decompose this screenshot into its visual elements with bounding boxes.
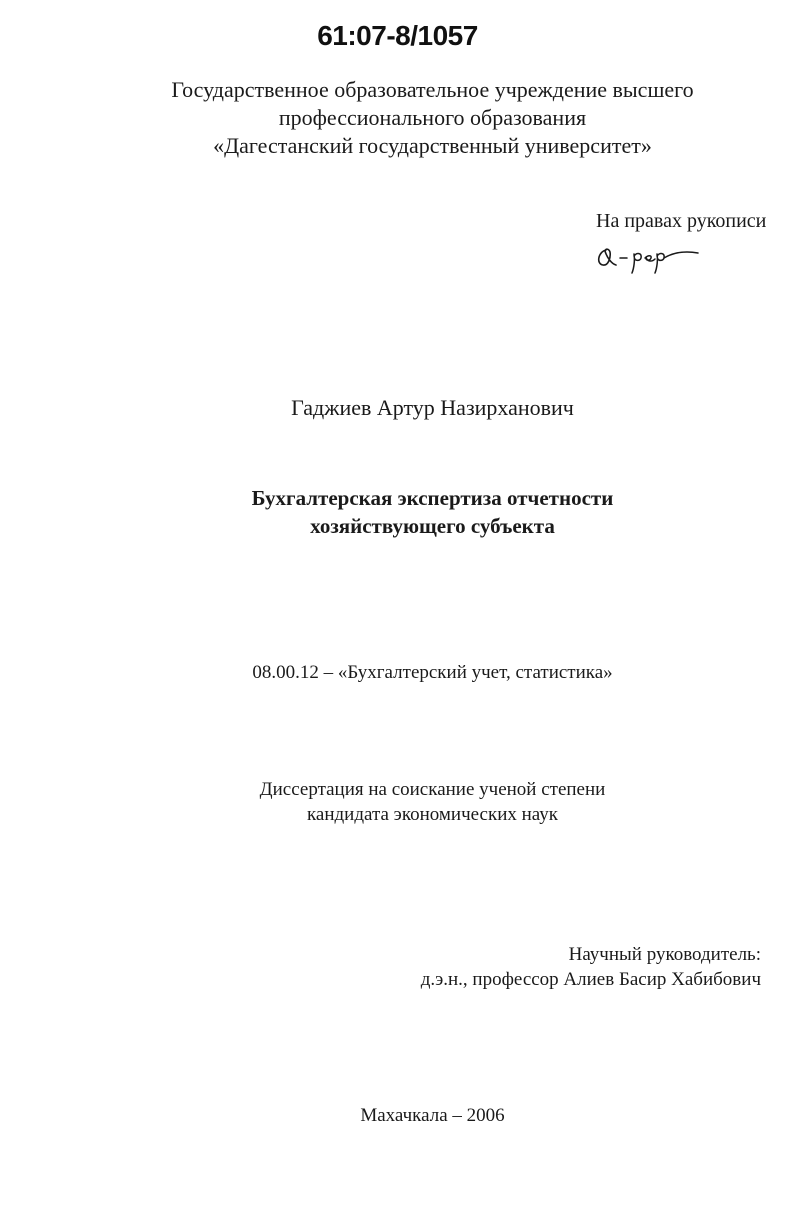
institution-line-2: профессионального образования bbox=[278, 105, 587, 130]
handwritten-signature bbox=[594, 240, 704, 276]
manuscript-rights-note: На правах рукописи bbox=[596, 210, 767, 232]
degree-line-1: Диссертация на соискание ученой степени bbox=[259, 779, 606, 800]
author-name: Гаджиев Артур Назирханович bbox=[291, 395, 574, 420]
institution-line-1: Государственное образовательное учреждение высшего bbox=[171, 77, 694, 102]
supervisor-block bbox=[421, 942, 761, 992]
degree-line-2: кандидата экономических наук bbox=[306, 804, 559, 825]
supervisor-label: Научный руководитель: bbox=[568, 944, 761, 965]
degree-statement bbox=[0, 777, 795, 827]
institution-block bbox=[0, 76, 795, 160]
dissertation-title bbox=[0, 484, 795, 540]
catalog-code: 61:07-8/1057 bbox=[317, 20, 478, 51]
title-line-1: Бухгалтерская экспертиза отчетности bbox=[251, 486, 614, 510]
specialty-code: 08.00.12 – «Бухгалтерский учет, статистика» bbox=[252, 662, 613, 683]
title-line-2: хозяйствующего субъекта bbox=[310, 514, 555, 538]
place-and-year: Махачкала – 2006 bbox=[360, 1105, 505, 1126]
supervisor-name: д.э.н., профессор Алиев Басир Хабибович bbox=[420, 969, 761, 990]
institution-line-3: «Дагестанский государственный университет» bbox=[213, 133, 652, 158]
